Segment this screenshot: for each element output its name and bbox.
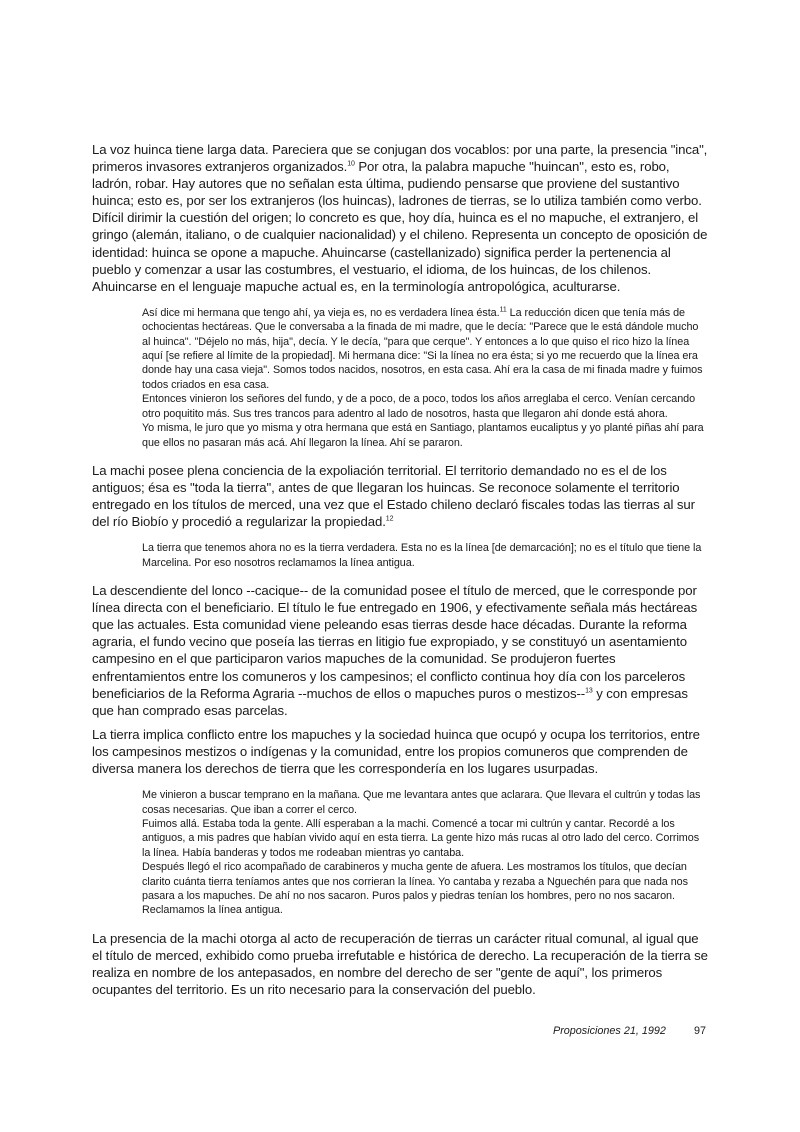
testimony-quote — [142, 541, 704, 570]
testimony-quote — [142, 306, 704, 450]
paragraph-text: y con empresas que han comprado esas parcelas. — [92, 685, 688, 718]
footnote-ref: 10 — [347, 160, 355, 168]
paragraph-ritual: La presencia de la machi otorga al acto de recuperación de tierras un carácter ritual comunal, al igual que el título de merced, exhibido como prueba irrefutable e histórica de derecho. La recuperación de la tierra se realiza en nombre de los antepasados, en nombre del derecho de ser "gente de aquí", los primeros ocupantes del territorio. Es un rito necesario para la conservación del pueblo. — [92, 930, 708, 998]
quote-line: La tierra que tenemos ahora no es la tierra verdadera. Esta no es la línea [de demarcación]; no es el título que tiene la Marcelina. Por eso nosotros reclamamos la línea antigua. — [142, 542, 702, 569]
quote-line: Entonces vinieron los señores del fundo, y de a poco, de a poco, todos los años arreglaba el cerco. Venían cercando otro poquitito más. Sus tres trancos para adentro al lado de nosotros, hasta que llegaron ahí donde está ahora. — [142, 393, 696, 420]
testimony-quote — [142, 788, 704, 918]
quote-text: Así dice mi hermana que tengo ahí, ya vieja es, no es verdadera línea ésta. — [142, 306, 500, 319]
footnote-ref: 12 — [385, 515, 394, 523]
quote-line: Fuimos allá. Estaba toda la gente. Allí esperaban a la machi. Comencé a tocar mi cultrún y cantar. Recordé a los antiguos, a mis padres que habían vivido aquí en esta tierra. La gente hizo más rucas al otro lado del cerco. Corrimos la línea. Había banderas y todos me rodeaban mientras yo cantaba. — [142, 817, 700, 859]
journal-citation: Proposiciones 21, 1992 — [553, 1025, 666, 1037]
quote-line: Yo misma, le juro que yo misma y otra hermana que está en Santiago, plantamos eucaliptus y yo planté piñas ahí para que ellos no pasaran más acá. Ahí llegaron la línea. Ahí se pararon. — [142, 422, 704, 449]
document-body — [92, 141, 712, 1005]
paragraph-machi — [92, 462, 712, 530]
paragraph-conflict: La tierra implica conflicto entre los mapuches y la sociedad huinca que ocupó y ocupa los territorios, entre los campesinos mestizos o indígenas y la comunidad, entre los propios comuneros que comprenden de diversa manera los derechos de tierra que les correspondería en los lugares usurpadas. — [92, 726, 700, 777]
page-number: 97 — [694, 1025, 707, 1037]
paragraph-lonco — [92, 582, 712, 719]
paragraph-text: La descendiente del lonco --cacique-- de la comunidad posee el título de merced, que le corresponde por línea directa con el beneficiario. El título le fue entregado en 1906, y efectivamente señala más hectáreas que las actuales. Esta comunidad viene peleando esas tierras desde hace décadas. Durante la reforma agraria, el fundo vecino que poseía las tierras en litigio fue expropiado, y se constituyó un asentamiento campesino en el que participaron varios mapuches de la comunidad. Se produjeron fuertes enfrentamientos entre los comuneros y los campesinos; el conflicto continua hoy día con los parceleros beneficiarios de la Reforma Agraria --muchos de ellos o mapuches puros o mestizos-- — [92, 583, 698, 701]
footnote-ref: 13 — [585, 687, 593, 695]
quote-line: Después llegó el rico acompañado de carabineros y mucha gente de afuera. Les mostramos los títulos, que decían clarito cuánta tierra teníamos antes que nos corrieran la línea. Yo cantaba y rezaba a Nguechén para que nada nos pasara a los mapuches. De ahí no nos sacaron. Puros palos y piedras tenían los hombres, pero no nos sacaron. Reclamamos la línea antigua. — [142, 861, 688, 917]
paragraph-text: La voz huinca tiene larga data. Pareciera que se conjugan dos vocablos: por una parte, la presencia "inca", primeros invasores extranjeros organizados. — [92, 142, 708, 175]
quote-line: Me vinieron a buscar temprano en la mañana. Que me levantara antes que aclarara. Que llevara el cultrún y todas las cosas necesarias. Que iban a correr el cerco. — [142, 789, 701, 816]
paragraph-text: Por otra, la palabra mapuche "huincan", esto es, robo, ladrón, robar. Hay autores que no señalan esta última, pudiendo pensarse que proviene del sustantivo huinca; esto es, por ser los extranjeros (los huincas), ladrones de tierras, se lo utiliza también como verbo. Difícil dirimir la cuestión del origen; lo concreto es que, hoy día, huinca es el no mapuche, el extranjero, el gringo (alemán, italiano, o de cualquier nacionalidad) y el chileno. Representa un concepto de oposición de identidad: huinca se opone a mapuche. Ahuincarse (castellanizado) significa perder la pertenencia al pueblo y comenzar a usar las costumbres, el vestuario, el idioma, de los huincas, de los chilenos. Ahuincarse en el lenguaje mapuche actual es, en la terminología antropológica, aculturarse. — [92, 159, 708, 294]
quote-line — [142, 306, 704, 392]
paragraph-huinca — [92, 141, 712, 295]
paragraph-text: La machi posee plena conciencia de la expoliación territorial. El territorio demandado no es el de los antiguos; ésa es "toda la tierra", antes de que llegaran los huincas. Se reconoce solamente el territorio entregado en los títulos de merced, una vez que el Estado chileno declaró fiscales todas las tierras al sur del río Biobío y procedió a regularizar la propiedad. — [92, 462, 695, 530]
quote-text: La reducción dicen que tenía más de ochocientas hectáreas. Que le conversaba a la finada de mi madre, que le decía: "Parece que le está dándole mucho al huinca". "Déjelo no más, hija", decía. Y le decía, "para que cerque". Y entonces a lo que quiso el rico hizo la línea aquí [se refiere al límite de la propiedad]. Mi hermana dice: "Si la línea no era ésta; si yo me recuerdo que la línea era donde hay una casa vieja". Somos todos nacidos, nosotros, en esta casa. Ahí era la casa de mi finada madre y fuimos todos criados en esa casa. — [142, 306, 703, 391]
footnote-ref: 11 — [499, 306, 507, 314]
